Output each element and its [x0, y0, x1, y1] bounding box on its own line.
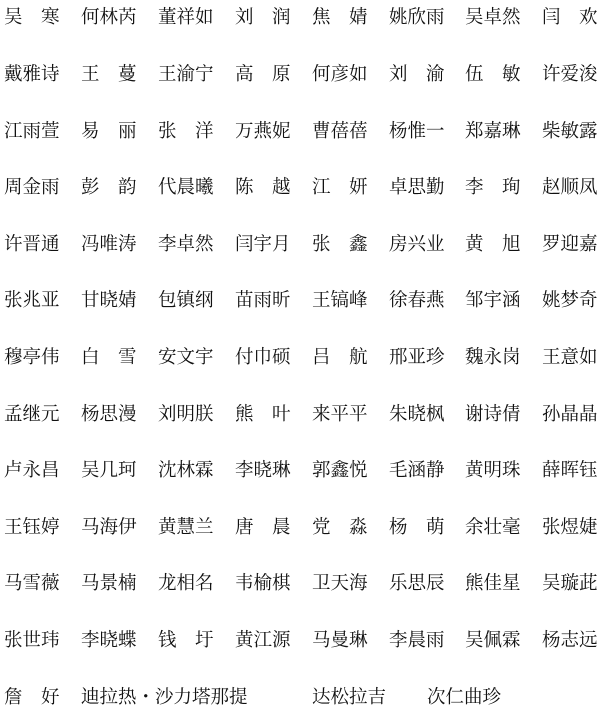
name-cell: 张兆亚	[4, 290, 60, 311]
name-cell: 李晓琳	[235, 460, 291, 481]
name-cell: 包镇纲	[158, 290, 214, 311]
name-cell: 党 淼	[312, 517, 368, 538]
name-cell: 万燕妮	[235, 121, 291, 142]
name-cell: 马景楠	[81, 573, 137, 594]
name-cell: 曹蓓蓓	[312, 121, 368, 142]
name-cell: 彭 韵	[81, 177, 137, 198]
name-cell: 冯唯涛	[81, 234, 137, 255]
name-cell: 王渝宁	[158, 64, 214, 85]
name-cell: 熊 叶	[235, 404, 291, 425]
name-cell: 孙晶晶	[542, 404, 598, 425]
name-cell: 李晓蝶	[81, 630, 137, 651]
name-cell: 吴璇茈	[542, 573, 598, 594]
name-cell: 闫 欢	[542, 7, 598, 28]
name-cell: 刘 润	[235, 7, 291, 28]
name-cell: 王镐峰	[312, 290, 368, 311]
name-cell: 何彦如	[312, 64, 368, 85]
name-cell: 柴敏露	[542, 121, 598, 142]
name-cell: 穆亭伟	[4, 347, 60, 368]
name-cell: 高 原	[235, 64, 291, 85]
name-cell: 熊佳星	[465, 573, 521, 594]
name-cell: 薛晖钰	[542, 460, 598, 481]
name-cell: 房兴业	[389, 234, 445, 255]
name-cell: 吴佩霖	[465, 630, 521, 651]
name-cell: 闫宇月	[235, 234, 291, 255]
name-cell: 迪拉热・沙力塔那提	[81, 687, 248, 708]
name-cell: 姚梦奇	[542, 290, 598, 311]
name-cell: 张世玮	[4, 630, 60, 651]
name-cell: 郭鑫悦	[312, 460, 368, 481]
name-cell: 卢永昌	[4, 460, 60, 481]
name-cell: 杨思漫	[81, 404, 137, 425]
name-cell: 吕 航	[312, 347, 368, 368]
name-cell: 付巾硕	[235, 347, 291, 368]
name-cell: 许爱浚	[542, 64, 598, 85]
name-cell: 易 丽	[81, 121, 137, 142]
name-cell: 焦 婧	[312, 7, 368, 28]
name-row	[0, 3, 606, 33]
name-cell: 邢亚珍	[389, 347, 445, 368]
name-row	[0, 626, 606, 656]
name-row	[0, 230, 606, 260]
name-cell: 孟继元	[4, 404, 60, 425]
name-cell: 李 珣	[465, 177, 521, 198]
name-row	[0, 569, 606, 599]
name-cell: 詹 好	[4, 687, 60, 708]
name-cell: 来平平	[312, 404, 368, 425]
name-row	[0, 343, 606, 373]
name-cell: 卫天海	[312, 573, 368, 594]
name-row	[0, 400, 606, 430]
name-cell: 戴雅诗	[4, 64, 60, 85]
name-cell: 徐春燕	[389, 290, 445, 311]
name-cell: 谢诗倩	[465, 404, 521, 425]
name-cell: 江 妍	[312, 177, 368, 198]
name-cell: 李卓然	[158, 234, 214, 255]
name-row	[0, 60, 606, 90]
name-cell: 代晨曦	[158, 177, 214, 198]
name-cell: 李晨雨	[389, 630, 445, 651]
name-row	[0, 456, 606, 486]
name-cell: 余壮毫	[465, 517, 521, 538]
name-cell: 陈 越	[235, 177, 291, 198]
name-row-last	[0, 683, 606, 713]
name-cell: 周金雨	[4, 177, 60, 198]
name-cell: 伍 敏	[465, 64, 521, 85]
name-cell: 杨 萌	[389, 517, 445, 538]
name-cell: 黄慧兰	[158, 517, 214, 538]
name-cell: 杨志远	[542, 630, 598, 651]
name-row	[0, 173, 606, 203]
name-cell: 董祥如	[158, 7, 214, 28]
name-cell: 白 雪	[81, 347, 137, 368]
name-cell: 魏永岗	[465, 347, 521, 368]
name-cell: 安文宇	[158, 347, 214, 368]
name-cell: 次仁曲珍	[427, 687, 502, 708]
name-cell: 江雨萱	[4, 121, 60, 142]
name-cell: 罗迎嘉	[542, 234, 598, 255]
name-row	[0, 117, 606, 147]
name-cell: 邹宇涵	[465, 290, 521, 311]
name-cell: 吴卓然	[465, 7, 521, 28]
name-row	[0, 513, 606, 543]
name-cell: 乐思辰	[389, 573, 445, 594]
name-cell: 许晋通	[4, 234, 60, 255]
name-cell: 张煜婕	[542, 517, 598, 538]
name-cell: 马曼琳	[312, 630, 368, 651]
name-cell: 王钰婷	[4, 517, 60, 538]
name-cell: 张 鑫	[312, 234, 368, 255]
name-cell: 毛涵静	[389, 460, 445, 481]
name-cell: 刘 渝	[389, 64, 445, 85]
name-cell: 韦榆棋	[235, 573, 291, 594]
name-cell: 王 蔓	[81, 64, 137, 85]
name-cell: 黄江源	[235, 630, 291, 651]
name-cell: 刘明朕	[158, 404, 214, 425]
name-cell: 赵顺凤	[542, 177, 598, 198]
name-cell: 何林芮	[81, 7, 137, 28]
name-cell: 姚欣雨	[389, 7, 445, 28]
name-cell: 吴 寒	[4, 7, 60, 28]
name-cell: 钱 圩	[158, 630, 214, 651]
name-cell: 沈林霖	[158, 460, 214, 481]
name-cell: 张 洋	[158, 121, 214, 142]
name-cell: 郑嘉琳	[465, 121, 521, 142]
name-cell: 黄明珠	[465, 460, 521, 481]
name-cell: 龙相名	[158, 573, 214, 594]
name-cell: 唐 晨	[235, 517, 291, 538]
name-cell: 吴几珂	[81, 460, 137, 481]
name-cell: 黄 旭	[465, 234, 521, 255]
name-cell: 朱晓枫	[389, 404, 445, 425]
name-row	[0, 286, 606, 316]
name-cell: 达松拉吉	[312, 687, 387, 708]
name-cell: 苗雨昕	[235, 290, 291, 311]
name-cell: 杨惟一	[389, 121, 445, 142]
name-cell: 卓思勤	[389, 177, 445, 198]
name-cell: 马海伊	[81, 517, 137, 538]
name-cell: 马雪薇	[4, 573, 60, 594]
name-cell: 王意如	[542, 347, 598, 368]
name-cell: 甘晓婧	[81, 290, 137, 311]
